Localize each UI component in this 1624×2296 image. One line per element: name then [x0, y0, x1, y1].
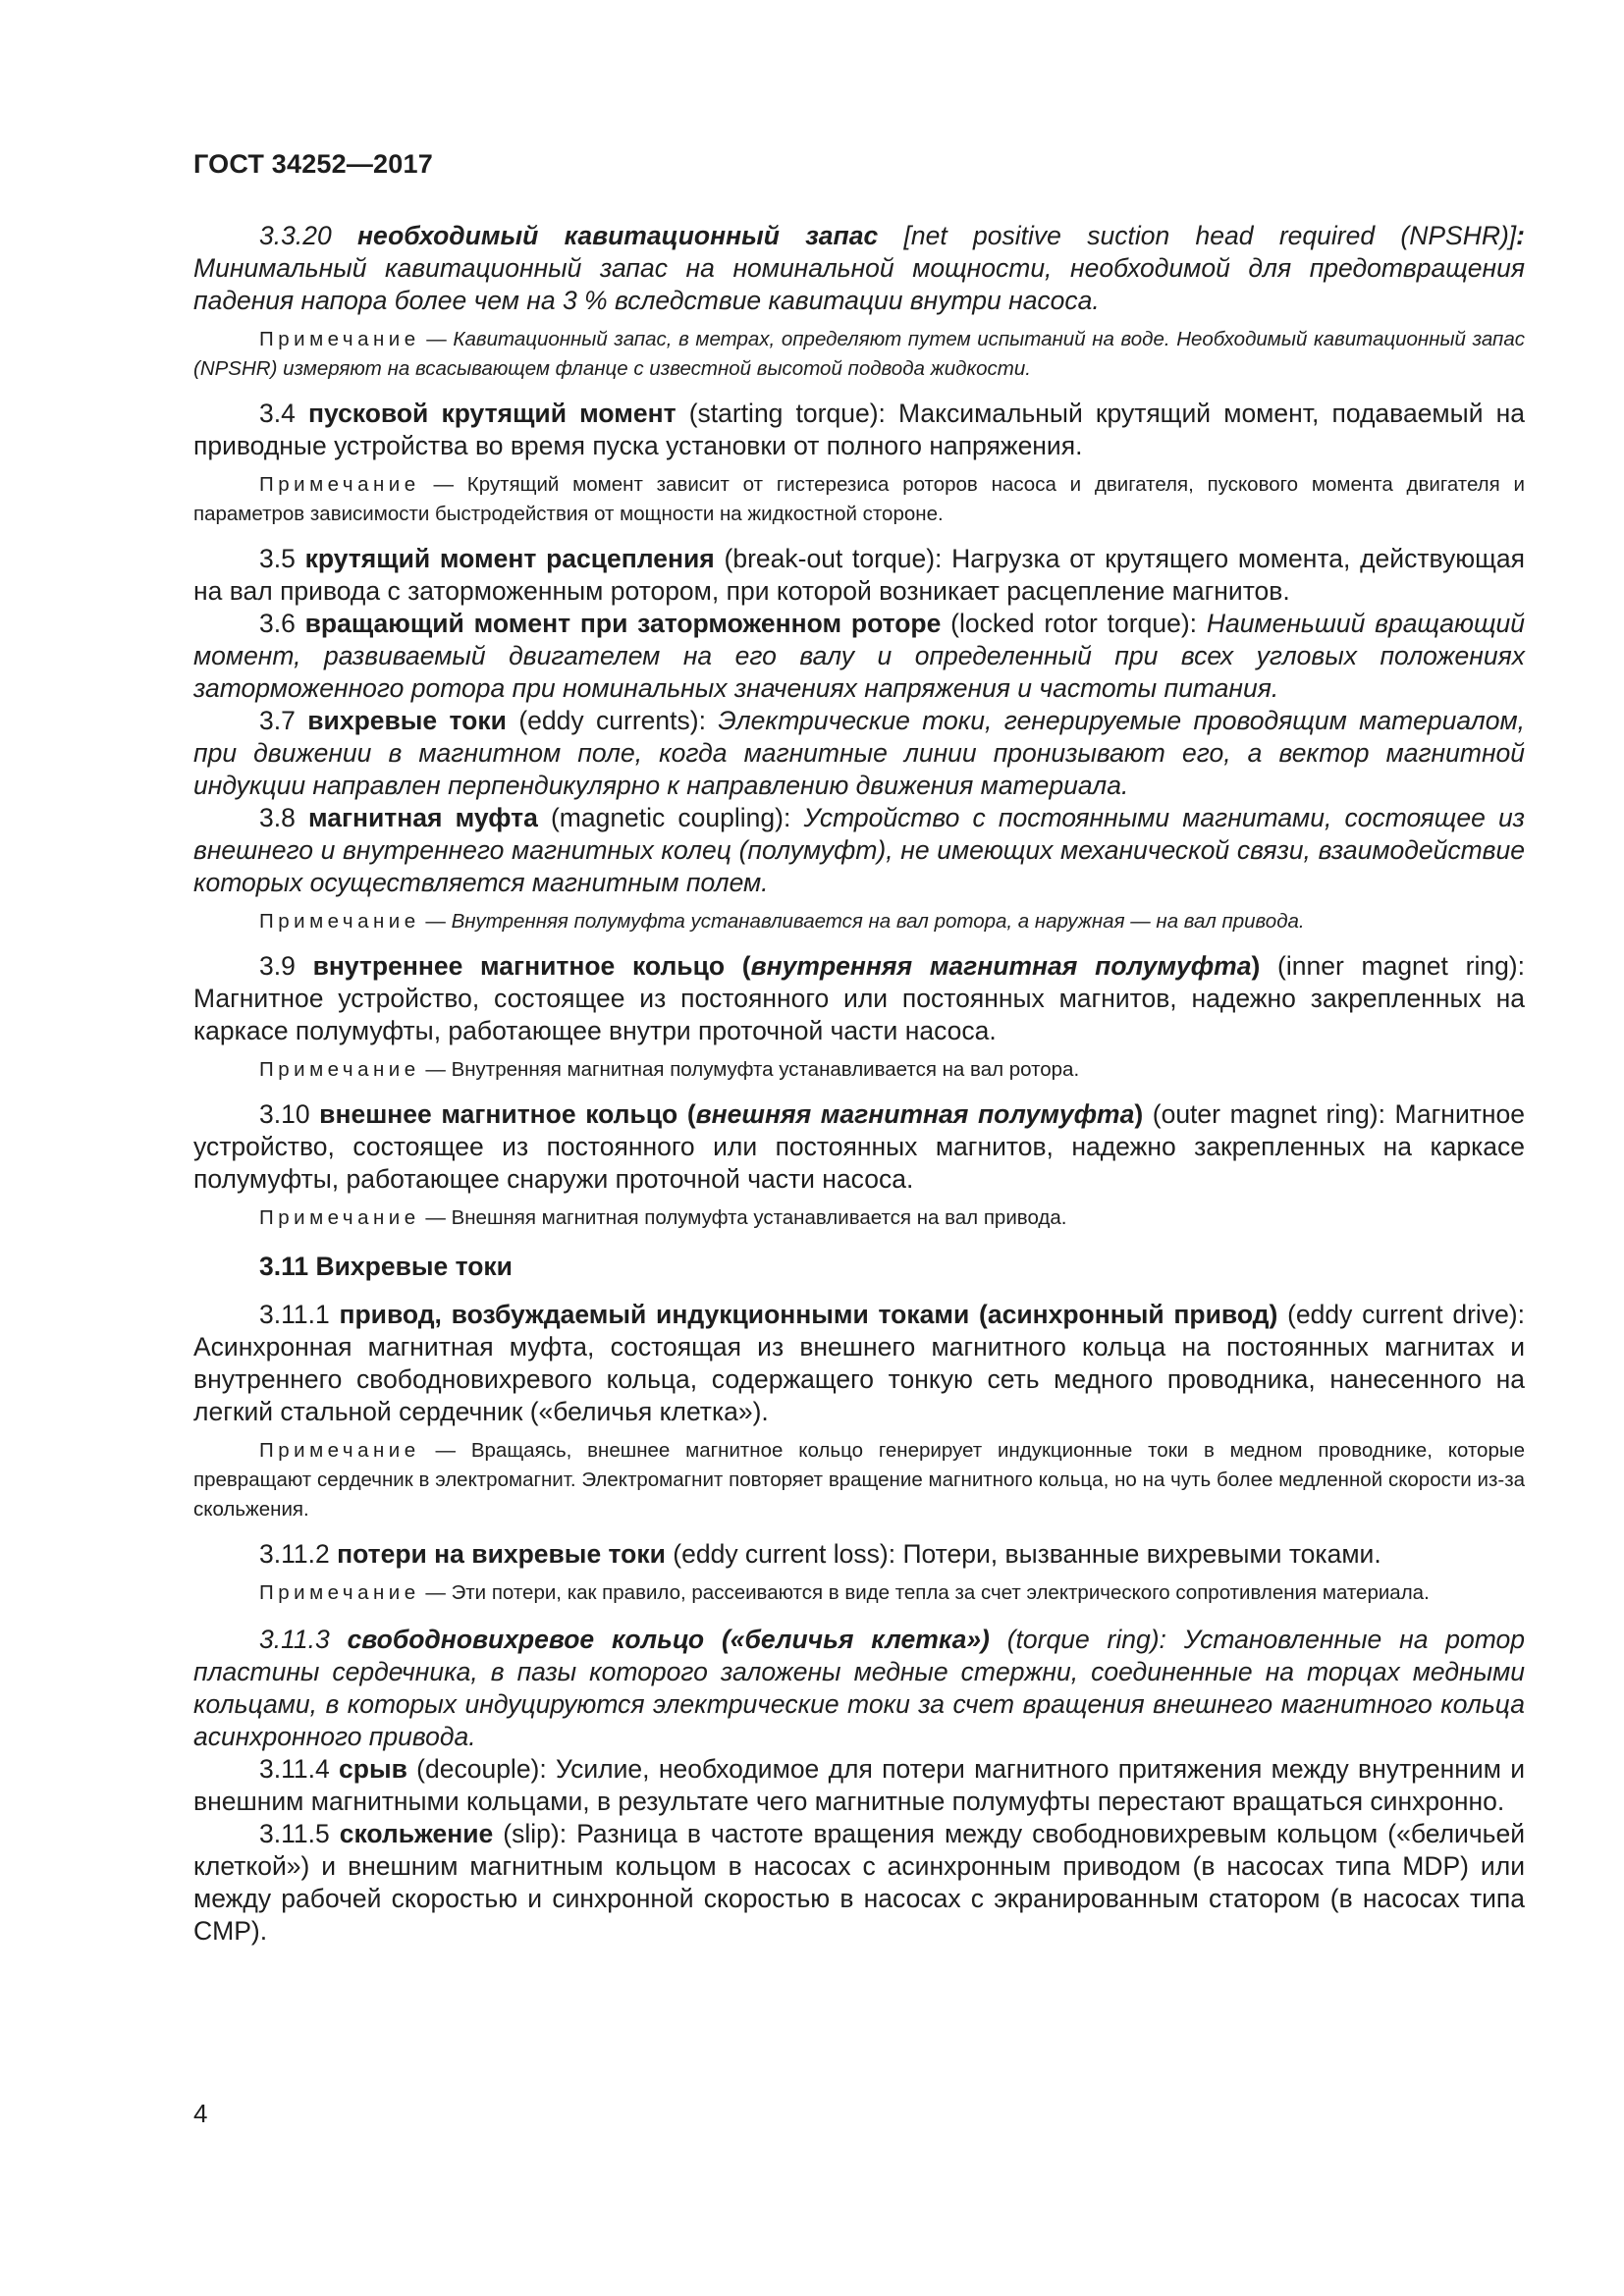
- term-definition: Асинхронная магнитная муфта, состоящая из внешнего магнитного кольца на постоянных магнитах и внутреннего свободновихревого кольца, содержащего тонкую сеть медного проводника, нанесенного на легкий стальной сердечник («беличья клетка»).: [193, 1332, 1525, 1426]
- term-3-11-1: [193, 1299, 1525, 1428]
- note-label: Примечание: [259, 1439, 420, 1462]
- note-text: Вращаясь, внешнее магнитное кольцо генерирует индукционные токи в медном проводнике, которые превращают сердечник в электромагнит. Электромагнит повторяет вращение магнитного кольца, но на чуть более медленной скорости из-за скольжения.: [193, 1439, 1525, 1521]
- term-title: скольжение: [339, 1819, 494, 1848]
- term-definition: Магнитное устройство, состоящее из постоянного или постоянных магнитов, надежно закрепленных на каркасе полумуфты, работающее внутри проточной части насоса.: [193, 984, 1525, 1045]
- note-text: Эти потери, как правило, рассеиваются в виде тепла за счет электрического сопротивления материала.: [451, 1581, 1430, 1604]
- note-dash: —: [419, 1206, 452, 1229]
- term-english: (eddy currents):: [506, 706, 719, 735]
- term-title-italic: внешняя магнитная полумуфта: [695, 1099, 1135, 1129]
- term-title-close: ): [1134, 1099, 1144, 1129]
- note-label: Примечание: [259, 910, 420, 933]
- term-definition: Нагрузка от крутящего момента, действующая на вал привода с заторможенным ротором, при которой возникает расцепление магнитов.: [193, 544, 1525, 606]
- term-title: потери на вихревые токи: [337, 1539, 666, 1569]
- term-title: магнитная муфта: [307, 803, 538, 832]
- term-number: 3.5: [259, 544, 305, 573]
- term-3-4: [193, 398, 1525, 462]
- term-title: срыв: [339, 1754, 407, 1784]
- term-3-3-20: [193, 220, 1525, 317]
- note-3-3-20: [193, 325, 1525, 384]
- term-english: (slip):: [493, 1819, 577, 1848]
- term-title: пусковой крутящий момент: [307, 399, 677, 428]
- term-english: (magnetic coupling):: [537, 803, 804, 832]
- note-text: Внутренняя полумуфта устанавливается на вал ротора, а наружная — на вал привода.: [451, 910, 1305, 933]
- term-english: (starting torque):: [676, 399, 899, 428]
- term-3-6: [193, 608, 1525, 705]
- term-definition: Магнитное устройство, состоящее из постоянного или постоянных магнитов, надежно закрепленных на каркасе полумуфты, работающее снаружи проточной части насоса.: [193, 1099, 1525, 1194]
- term-english: (locked rotor torque):: [941, 609, 1207, 638]
- note-3-10: [193, 1203, 1525, 1233]
- note-text: Крутящий момент зависит от гистерезиса роторов насоса и двигателя, пускового момента двигателя и параметров зависимости быстродействия от мощности на жидкостной стороне.: [193, 473, 1525, 525]
- term-definition: Электрические токи, генерируемые проводящим материалом, при движении в магнитном поле, когда магнитные линии пронизывают его, а вектор магнитной индукции направлен перпендикулярно к направлению движения материала.: [193, 706, 1526, 800]
- term-3-11-2: [193, 1538, 1525, 1571]
- term-title-close: ): [1251, 951, 1261, 981]
- term-number: 3.6: [259, 609, 305, 638]
- term-number: 3.11.5: [259, 1819, 340, 1848]
- term-3-7: [193, 705, 1525, 802]
- term-number: 3.8: [259, 803, 308, 832]
- note-3-9: [193, 1055, 1525, 1085]
- term-3-5: [193, 543, 1525, 608]
- term-3-9: [193, 950, 1525, 1047]
- term-title: вихревые токи: [307, 706, 507, 735]
- note-dash: —: [419, 1581, 452, 1604]
- term-english: [net positive suction head required (NPSHR)]: [878, 221, 1517, 250]
- term-title: внешнее магнитное кольцо (: [319, 1099, 696, 1129]
- note-dash: —: [419, 1439, 471, 1462]
- note-3-8: [193, 907, 1525, 936]
- note-label: Примечание: [259, 473, 420, 496]
- term-definition: Усилие, необходимое для потери магнитного притяжения между внутренним и внешним магнитными кольцами, в результате чего магнитные полумуфты перестают вращаться синхронно.: [193, 1754, 1526, 1816]
- term-title: свободновихревое кольцо («беличья клетка»): [347, 1625, 990, 1654]
- note-label: Примечание: [259, 1581, 420, 1604]
- note-dash: —: [419, 1058, 452, 1081]
- note-3-4: [193, 470, 1525, 529]
- term-definition: Минимальный кавитационный запас на номинальной мощности, необходимой для предотвращения падения напора более чем на 3 % вследствие кавитации внутри насоса.: [193, 253, 1525, 315]
- term-colon: :: [1516, 221, 1525, 250]
- note-label: Примечание: [259, 1206, 420, 1229]
- term-definition: Установленные на ротор пластины сердечника, в пазы которого заложены медные стержни, соединенные на торцах медными кольцами, в которых индуцируются электрические токи за счет вращения внешнего магнитного кольца асинхронного привода.: [193, 1625, 1526, 1751]
- term-number: 3.10: [259, 1099, 320, 1129]
- note-text: Кавитационный запас, в метрах, определяют путем испытаний на воде. Необходимый кавитационный запас (NPSHR) измеряют на всасывающем фланце с известной высотой подвода жидкости.: [193, 328, 1525, 380]
- term-3-11-3: [193, 1624, 1525, 1753]
- document-body: [193, 220, 1525, 1948]
- note-3-11-2: [193, 1578, 1525, 1608]
- note-text: Внешняя магнитная полумуфта устанавливается на вал привода.: [451, 1206, 1067, 1229]
- term-definition: Устройство с постоянными магнитами, состоящее из внешнего и внутреннего магнитных колец (полумуфт), не имеющих механической связи, взаимодействие которых осуществляется магнитным полем.: [193, 803, 1525, 897]
- term-english: (break-out torque):: [714, 544, 952, 573]
- section-heading-3-11: 3.11 Вихревые токи: [259, 1252, 513, 1281]
- term-definition: Максимальный крутящий момент, подаваемый на приводные устройства во время пуска установки от полного напряжения.: [193, 399, 1526, 460]
- note-text: Внутренняя магнитная полумуфта устанавливается на вал ротора.: [451, 1058, 1080, 1081]
- term-number: 3.11.3: [259, 1625, 348, 1654]
- term-english: (outer magnet ring):: [1143, 1099, 1395, 1129]
- term-number: 3.4: [259, 399, 308, 428]
- term-3-11-5: [193, 1818, 1525, 1948]
- term-number: 3.11.2: [259, 1539, 338, 1569]
- note-dash: —: [419, 910, 452, 933]
- term-definition: Разница в частоте вращения между свободновихревым кольцом («беличьей клеткой») и внешним магнитным кольцом в насосах с асинхронным приводом (в насосах типа MDP) или между рабочей скоростью и синхронной скоростью в насосах с экранированным статором (в насосах типа CMP).: [193, 1819, 1526, 1946]
- page-number: 4: [193, 2099, 208, 2128]
- term-english: (eddy current drive):: [1277, 1300, 1525, 1329]
- note-dash: —: [419, 473, 467, 496]
- term-english: (torque ring):: [989, 1625, 1184, 1654]
- term-english: (inner magnet ring):: [1260, 951, 1525, 981]
- term-3-11-4: [193, 1753, 1525, 1818]
- note-label: Примечание: [259, 328, 420, 350]
- note-label: Примечание: [259, 1058, 420, 1081]
- term-title: внутреннее магнитное кольцо (: [312, 951, 751, 981]
- term-title: вращающий момент при заторможенном роторе: [304, 609, 942, 638]
- term-title-italic: внутренняя магнитная полумуфта: [750, 951, 1252, 981]
- term-number: 3.11.1: [259, 1300, 340, 1329]
- term-english: (decouple):: [406, 1754, 557, 1784]
- term-title: крутящий момент расцепления: [304, 544, 715, 573]
- term-number: 3.3.20: [259, 221, 358, 250]
- term-title: привод, возбуждаемый индукционными токами (асинхронный привод): [339, 1300, 1278, 1329]
- term-3-10: [193, 1098, 1525, 1196]
- term-3-8: [193, 802, 1525, 899]
- term-english: (eddy current loss):: [665, 1539, 903, 1569]
- term-title: необходимый кавитационный запас: [357, 221, 879, 250]
- term-number: 3.7: [259, 706, 308, 735]
- term-number: 3.11.4: [259, 1754, 340, 1784]
- note-3-11-1: [193, 1436, 1525, 1524]
- standard-header: ГОСТ 34252—2017: [193, 149, 433, 179]
- term-definition: Наименьший вращающий момент, развиваемый двигателем на его валу и определенный при всех угловых положениях заторможенного ротора при номинальных значениях напряжения и частоты питания.: [193, 609, 1525, 703]
- term-definition: Потери, вызванные вихревыми токами.: [902, 1539, 1381, 1569]
- note-dash: —: [419, 328, 454, 350]
- term-number: 3.9: [259, 951, 313, 981]
